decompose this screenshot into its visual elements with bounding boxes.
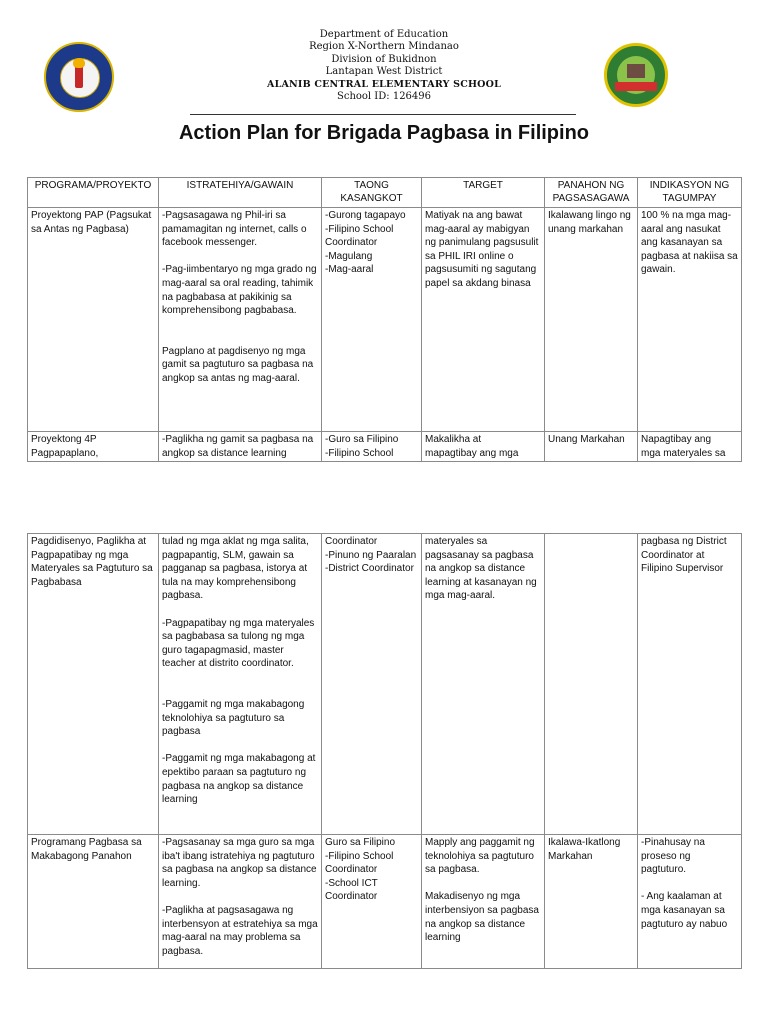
cell-text: Napagtibay ang — [641, 434, 712, 445]
column-header: INDIKASYON NG TAGUMPAY — [638, 178, 742, 208]
cell-text: tulad ng mga aklat ng mga salita, pagpapantig, SLM, gawain sa pagganap sa pagbasa, istorya at tula na may komprehensibong pagbasa. — [162, 536, 309, 602]
cell-text: Unang Markahan — [548, 434, 625, 445]
column-header: TARGET — [422, 178, 545, 208]
cell-text: -Pagsasagawa ng Phil-iri sa pamamagitan ng internet, calls o facebook messenger. — [162, 210, 307, 249]
table-cell — [322, 534, 422, 835]
cell-text: Pagplano at pagdisenyo ng mga gamit sa pagtuturo sa pagbasa na angkop sa antas ng mag-aaral. — [162, 345, 314, 384]
action-plan-table-page2 — [27, 533, 742, 969]
cell-text: Mapply ang paggamit ng teknolohiya sa pagtuturo sa pagbasa. — [425, 837, 535, 876]
cell-text: sa PHIL IRI online o pagsusumiti ng sagutang papel sa akdang binasa — [425, 250, 537, 289]
table-row — [28, 432, 742, 462]
table-cell — [422, 534, 545, 835]
table-cell — [28, 432, 159, 462]
table-row — [28, 208, 742, 432]
cell-text: -Paglikha ng gamit sa pagbasa na angkop sa distance learning — [162, 434, 314, 459]
cell-text: Ikalawang lingo ng unang markahan — [548, 210, 631, 235]
header-region: Region X-Northern Mindanao — [309, 41, 459, 53]
cell-text: -District Coordinator — [325, 563, 414, 575]
cell-text: -School ICT Coordinator — [325, 877, 378, 903]
table-row — [28, 534, 742, 835]
column-header: ISTRATEHIYA/GAWAIN — [159, 178, 322, 208]
cell-text: -Paglikha at pagsasagawa ng interbensyon at estratehiya sa mga mag-aaral na may problema sa pagbasa. — [162, 904, 318, 957]
table-cell — [322, 835, 422, 969]
table-cell — [422, 835, 545, 969]
table-cell — [159, 835, 322, 969]
table-cell — [545, 208, 638, 432]
header-school-id: School ID: 126496 — [337, 91, 431, 103]
cell-text: -Guro sa Filipino — [325, 434, 399, 445]
cell-text: Proyektong PAP (Pagsukat sa Antas ng Pagbasa) — [31, 210, 152, 235]
table-cell — [638, 432, 742, 462]
cell-text: -Filipino School Coordinator — [325, 850, 394, 876]
cell-text: Proyektong 4P — [31, 434, 97, 445]
cell-text: Pagdidisenyo, Paglikha at Pagpapatibay ng mga Materyales sa Pagtuturo sa Pagbabasa — [31, 536, 153, 588]
cell-text: -Pagsasanay sa mga guro sa mga iba't ibang istratehiya ng pagtuturo sa pagbasa na angkop sa distance learning. — [162, 837, 317, 889]
cell-text: -Magulang — [325, 250, 373, 262]
header-school-name: ALANIB CENTRAL ELEMENTARY SCHOOL — [267, 78, 501, 90]
table-cell — [545, 432, 638, 462]
cell-text: Matiyak na ang bawat mag-aaral ay mabigyan ng panimulang pagsusulit — [425, 210, 539, 249]
cell-text: Ikalawa-Ikatlong Markahan — [548, 837, 621, 862]
header-department: Department of Education — [319, 29, 449, 40]
table-cell — [28, 835, 159, 969]
cell-text: - Ang kaalaman at mga kasanayan sa pagtuturo ay nabuo — [641, 891, 728, 930]
cell-text: -Pagpapatibay ng mga materyales sa pagbabasa sa tulong ng mga guro tagapagmasid, master teacher at distrito coordinator. — [162, 617, 315, 670]
cell-text: -Filipino School Coordinator — [325, 223, 394, 249]
table-cell — [638, 534, 742, 835]
table-cell — [545, 534, 638, 835]
table-cell — [28, 534, 159, 835]
cell-text: -Pag-iimbentaryo ng mga grado ng mag-aaral sa oral reading, tahimik na pagbabasa at pakikinig sa komprehensibong pagbabasa. — [162, 264, 317, 317]
table-cell — [638, 208, 742, 432]
cell-text: -Filipino School — [325, 447, 394, 459]
table-cell — [638, 835, 742, 969]
cell-text: 100 % na mga mag-aaral ang nasukat ang kasanayan sa pagbasa at nakiisa sa gawain. — [641, 210, 738, 276]
cell-text: Programang Pagbasa sa Makabagong Panahon — [31, 837, 142, 862]
table-cell — [28, 208, 159, 432]
table-header-row — [28, 178, 742, 208]
table-cell — [422, 432, 545, 462]
header-district: Lantapan West District — [325, 66, 443, 78]
cell-text: mapagtibay ang mga — [425, 447, 519, 459]
cell-text: materyales sa pagsasanay sa pagbasa na angkop sa distance learning at kasanayan ng mga mag-aaral. — [425, 536, 537, 602]
page-title: Action Plan for Brigada Pagbasa in Filipino — [178, 122, 590, 144]
column-header: PROGRAMA/PROYEKTO — [28, 178, 159, 208]
table-cell — [422, 208, 545, 432]
cell-text: -Gurong tagapayo — [325, 210, 406, 221]
table-cell — [545, 835, 638, 969]
cell-text: -Mag-aaral — [325, 264, 374, 276]
action-plan-table-page1 — [27, 177, 742, 462]
table-cell — [159, 534, 322, 835]
table-cell — [322, 432, 422, 462]
cell-text: -Pinahusay na proseso ng pagtuturo. — [641, 837, 705, 876]
table-cell — [159, 208, 322, 432]
document-header — [0, 29, 768, 103]
table-row — [28, 835, 742, 969]
table-cell — [159, 432, 322, 462]
cell-text: Makadisenyo ng mga interbensiyon sa pagbasa na angkop sa distance learning — [425, 891, 539, 944]
header-divider — [190, 114, 576, 115]
cell-text: Coordinator — [325, 536, 378, 547]
cell-text: -Paggamit ng mga makabagong at epektibo paraan sa pagtuturo ng pagbasa na angkop sa distance learning — [162, 753, 316, 806]
cell-text: Guro sa Filipino — [325, 837, 396, 848]
column-header: PANAHON NG PAGSASAGAWA — [545, 178, 638, 208]
header-division: Division of Bukidnon — [331, 53, 437, 65]
cell-text: -Pinuno ng Paaralan — [325, 549, 417, 561]
cell-text: Pagpapaplano, — [31, 447, 99, 459]
cell-text: mga materyales sa — [641, 447, 726, 459]
table-cell — [322, 208, 422, 432]
column-header: TAONG KASANGKOT — [322, 178, 422, 208]
cell-text: Makalikha at — [425, 434, 482, 445]
cell-text: -Paggamit ng mga makabagong teknolohiya sa pagtuturo sa pagbasa — [162, 698, 305, 738]
cell-text: pagbasa ng District Coordinator at Filipino Supervisor — [641, 536, 727, 575]
